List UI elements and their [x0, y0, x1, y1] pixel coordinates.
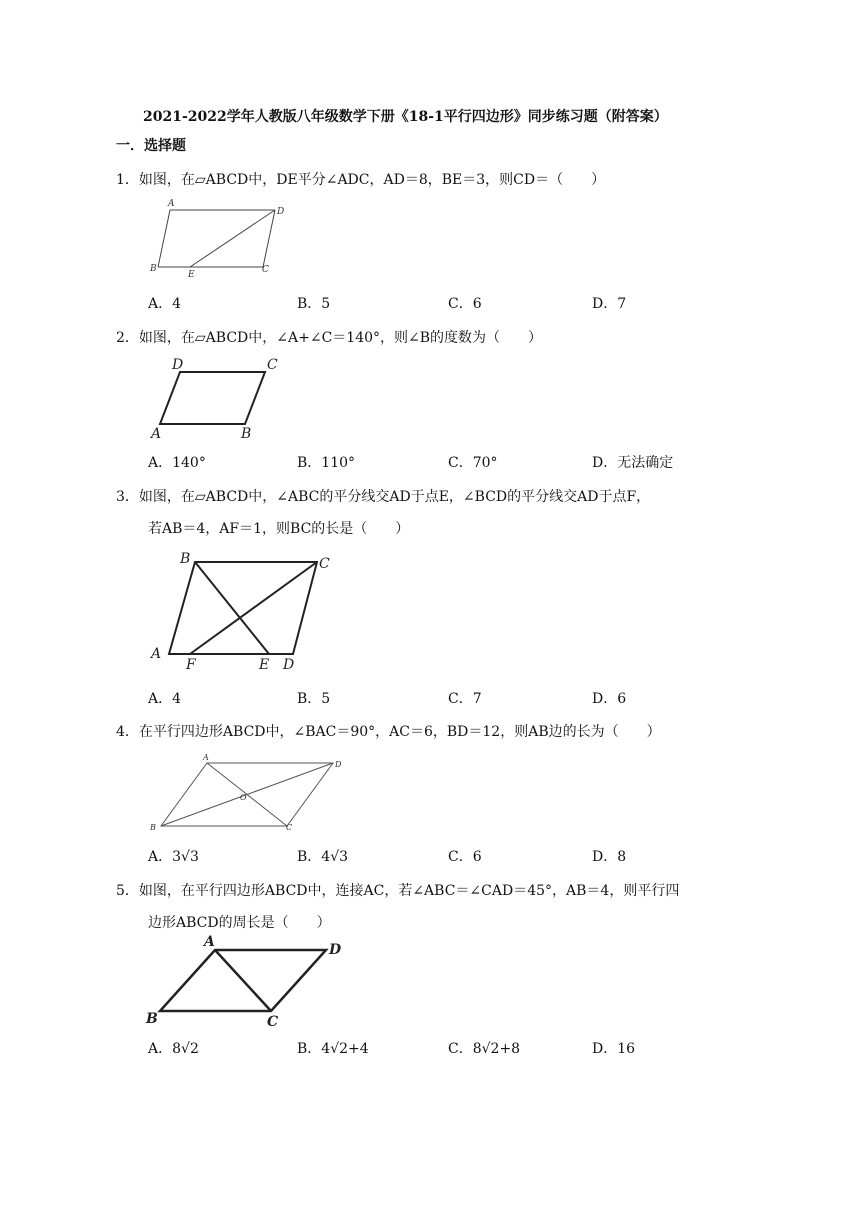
question-4-option-c: C．6: [448, 849, 482, 865]
question-4-option-a: A．3√3: [148, 849, 199, 865]
page-title: 2021-2022学年人教版八年级数学下册《18-1平行四边形》同步练习题（附答案）: [143, 109, 668, 125]
question-2-option-d: D．无法确定: [592, 455, 674, 471]
q1-label-b: B: [150, 264, 157, 274]
question-5-option-b: B．4√2+4: [297, 1041, 369, 1057]
question-2-option-a: A．140°: [148, 455, 206, 471]
question-5-stem-line1: 5．如图，在平行四边形ABCD中，连接AC，若∠ABC＝∠CAD＝45°，AB＝4，则平行四: [116, 883, 680, 899]
question-3-option-b: B．5: [297, 691, 331, 707]
q4-label-b: B: [150, 823, 156, 832]
question-3-stem-line2: 若AB＝4，AF＝1，则BC的长是（ ）: [148, 521, 410, 537]
q5-label-d: D: [329, 942, 342, 958]
q3-label-d: D: [283, 657, 295, 673]
section-heading: 一．选择题: [116, 138, 186, 154]
question-5-option-d: D．16: [592, 1041, 636, 1057]
q5-label-b: B: [146, 1011, 158, 1027]
q5-label-a: A: [204, 934, 215, 950]
question-2-option-b: B．110°: [297, 455, 356, 471]
question-5-stem-line2: 边形ABCD的周长是（ ）: [148, 915, 331, 931]
q2-label-a: A: [151, 426, 162, 442]
question-2-option-c: C．70°: [448, 455, 498, 471]
question-1-stem: 1．如图，在▱ABCD中，DE平分∠ADC，AD＝8，BE＝3，则CD＝（ ）: [116, 172, 606, 188]
q1-label-c: C: [262, 265, 269, 275]
question-1-figure: [145, 195, 295, 280]
question-3-option-a: A．4: [148, 691, 182, 707]
q3-label-b: B: [180, 551, 191, 567]
question-5-option-c: C．8√2+8: [448, 1041, 521, 1057]
question-1-option-d: D．7: [592, 296, 627, 312]
q3-label-c: C: [319, 556, 330, 572]
question-3-stem-line1: 3．如图，在▱ABCD中，∠ABC的平分线交AD于点E，∠BCD的平分线交AD于点F，: [116, 489, 651, 505]
q1-label-a: A: [168, 199, 175, 209]
q4-label-a: A: [203, 753, 209, 762]
question-1-option-a: A．4: [148, 296, 182, 312]
q2-label-d: D: [172, 357, 184, 373]
question-5-figure: [140, 932, 355, 1027]
question-4-option-d: D．8: [592, 849, 627, 865]
question-1-option-b: B．5: [297, 296, 331, 312]
question-1-option-c: C．6: [448, 296, 482, 312]
q3-label-a: A: [151, 646, 162, 662]
q4-label-o: O: [240, 793, 247, 802]
q5-label-c: C: [267, 1014, 279, 1027]
question-4-option-b: B．4√3: [297, 849, 349, 865]
q3-label-e: E: [259, 657, 270, 673]
question-2-figure: [145, 352, 290, 442]
question-5-option-a: A．8√2: [148, 1041, 199, 1057]
question-2-stem: 2．如图，在▱ABCD中，∠A+∠C＝140°，则∠B的度数为（ ）: [116, 330, 543, 346]
q3-label-f: F: [186, 657, 196, 673]
q2-label-c: C: [267, 357, 278, 373]
question-3-option-c: C．7: [448, 691, 482, 707]
q4-label-d: D: [335, 760, 342, 769]
q1-label-d: D: [277, 207, 285, 217]
question-4-figure: [145, 750, 350, 835]
q2-label-b: B: [241, 426, 252, 442]
q4-label-c: C: [286, 823, 293, 832]
question-3-option-d: D．6: [592, 691, 627, 707]
q1-label-e: E: [188, 270, 195, 280]
question-4-stem: 4．在平行四边形ABCD中，∠BAC＝90°，AC＝6，BD＝12，则AB边的长为（ ）: [116, 724, 661, 740]
question-3-figure: [145, 548, 345, 673]
